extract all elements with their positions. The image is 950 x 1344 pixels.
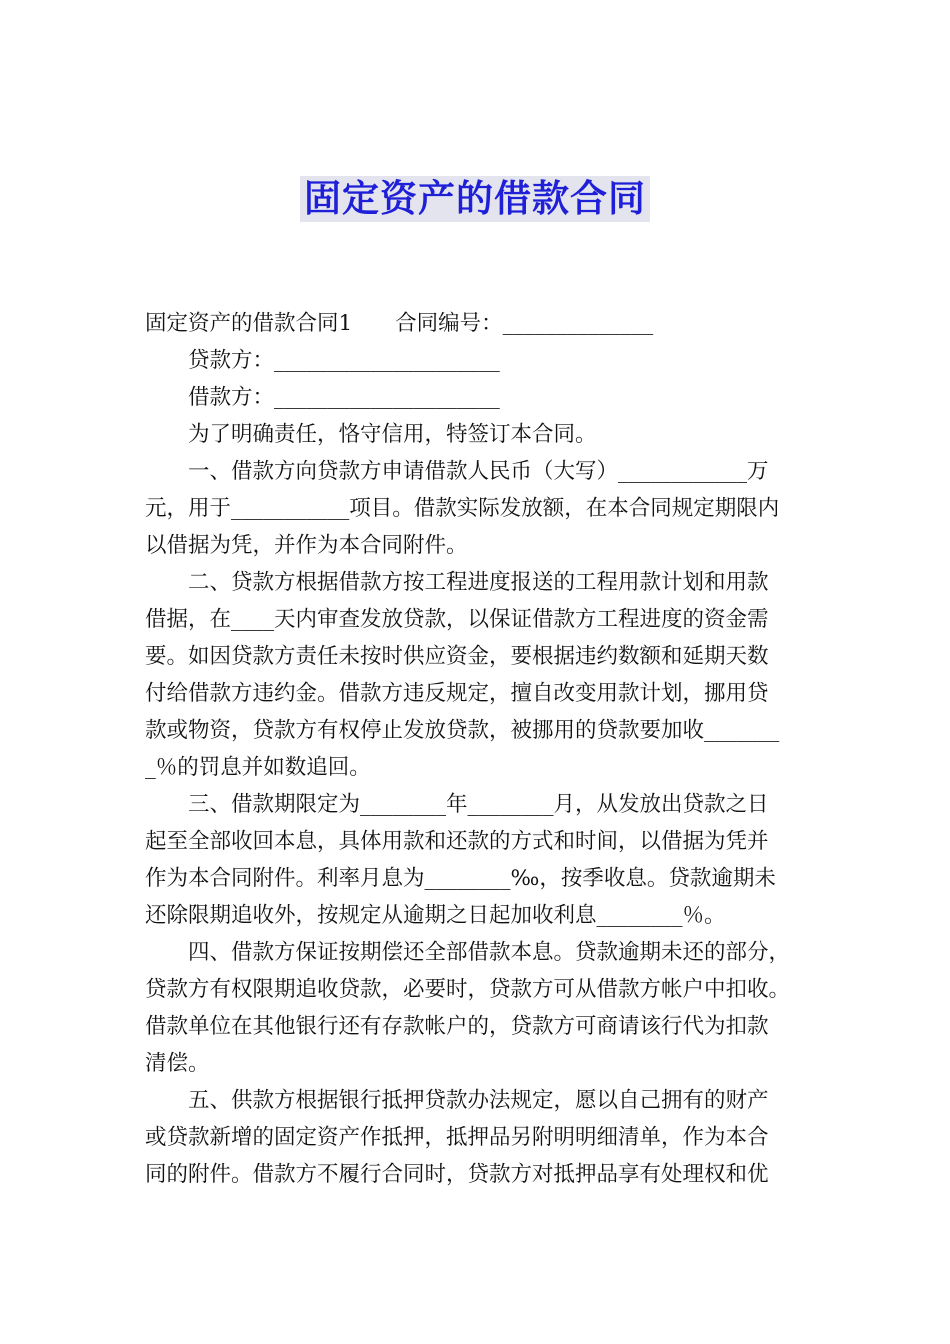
text-line: 还除限期追收外，按规定从逾期之日起加收利息________％。 [145,903,726,928]
text-line: 同的附件。借款方不履行合同时，贷款方对抵押品享有处理权和优 [145,1162,769,1187]
text-line: 借款方：_____________________ [188,385,500,410]
text-line: 贷款方：_____________________ [188,348,500,373]
title-block [0,176,950,222]
text-line: 作为本合同附件。利率月息为________‰，按季收息。贷款逾期未 [145,866,776,891]
text-line: 借据，在____天内审查发放贷款，以保证借款方工程进度的资金需 [145,607,769,632]
text-line: 四、借款方保证按期偿还全部借款本息。贷款逾期未还的部分， [188,940,791,965]
text-line: 款或物资，贷款方有权停止发放贷款，被挪用的贷款要加收_______ [145,718,780,743]
text-line: 借款单位在其他银行还有存款帐户的，贷款方可商请该行代为扣款 [145,1014,769,1039]
text-line: 三、借款期限定为________年________月，从发放出贷款之日 [188,792,769,817]
text-line: 以借据为凭，并作为本合同附件。 [145,533,468,558]
text-line: 二、贷款方根据借款方按工程进度报送的工程用款计划和用款 [188,570,769,595]
text-line: _％的罚息并如数追回。 [145,755,371,780]
text-line: 要。如因贷款方责任未按时供应资金，要根据违约数额和延期天数 [145,644,769,669]
text-line: 起至全部收回本息，具体用款和还款的方式和时间，以借据为凭并 [145,829,769,854]
text-line: 元，用于___________项目。借款实际发放额，在本合同规定期限内 [145,496,780,521]
text-line: 五、供款方根据银行抵押贷款办法规定，愿以自己拥有的财产 [188,1088,769,1113]
text-line: 固定资产的借款合同1 合同编号：______________ [145,311,654,336]
text-line: 清偿。 [145,1051,210,1076]
text-line: 付给借款方违约金。借款方违反规定，擅自改变用款计划，挪用贷 [145,681,769,706]
document-title: 固定资产的借款合同 [300,176,650,222]
document-body [145,305,807,1193]
text-line: 一、借款方向贷款方申请借款人民币（大写）____________万 [188,459,769,484]
text-line: 或贷款新增的固定资产作抵押，抵押品另附明明细清单，作为本合 [145,1125,769,1150]
text-line: 为了明确责任，恪守信用，特签订本合同。 [188,422,597,447]
text-line: 贷款方有权限期追收贷款，必要时，贷款方可从借款方帐户中扣收。 [145,977,791,1002]
